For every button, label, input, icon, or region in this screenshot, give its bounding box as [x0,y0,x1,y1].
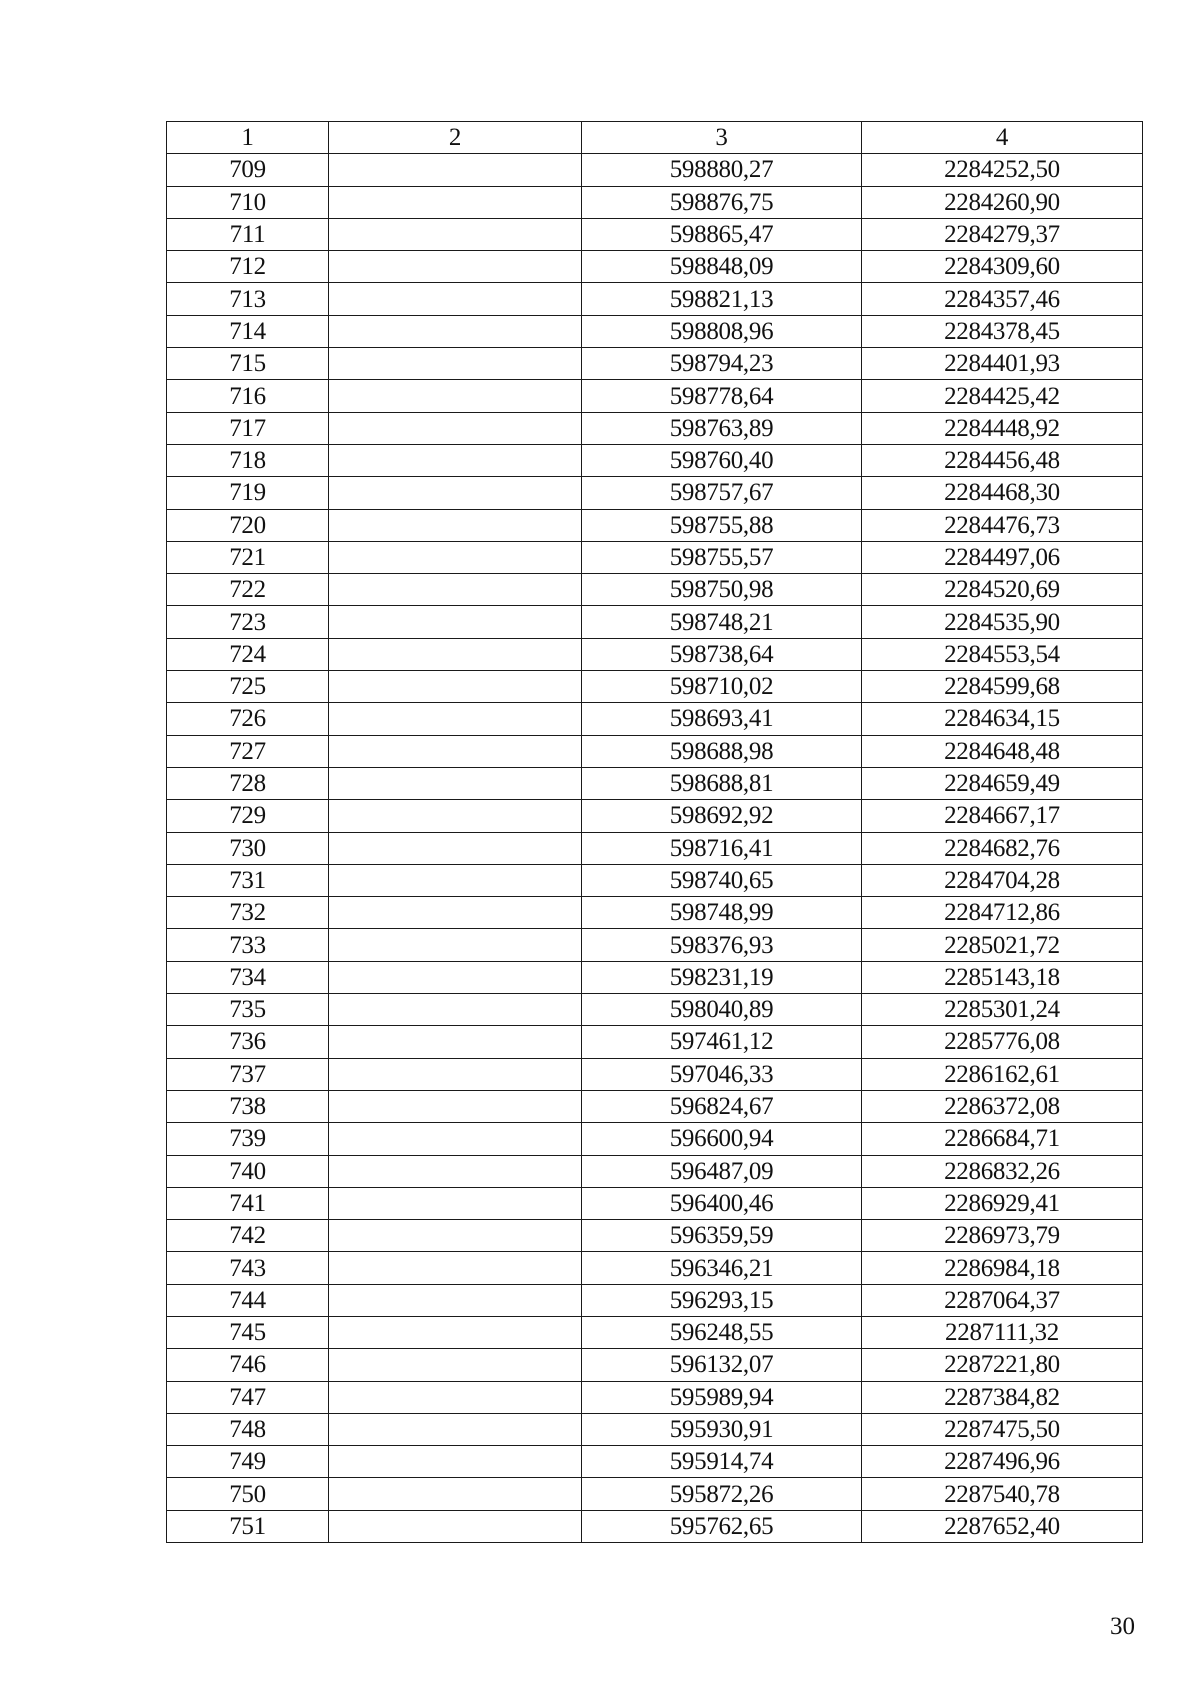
y-coordinate-cell: 2284468,30 [862,477,1143,509]
x-coordinate-cell: 596359,59 [582,1220,862,1252]
y-coordinate-cell: 2287384,82 [862,1381,1143,1413]
x-coordinate-cell: 596248,55 [582,1316,862,1348]
column-2-cell [329,1058,582,1090]
table-row [167,380,1143,412]
point-number-cell: 742 [167,1220,329,1252]
table-row [167,735,1143,767]
column-2-cell [329,444,582,476]
x-coordinate-cell: 598763,89 [582,412,862,444]
table-row [167,1155,1143,1187]
x-coordinate-cell: 598688,98 [582,735,862,767]
page-number: 30 [1110,1613,1135,1640]
column-2-cell [329,1478,582,1510]
point-number-cell: 748 [167,1413,329,1445]
y-coordinate-cell: 2284425,42 [862,380,1143,412]
point-number-cell: 712 [167,251,329,283]
point-number-cell: 711 [167,218,329,250]
table-row [167,1220,1143,1252]
column-2-cell [329,1090,582,1122]
table-row [167,509,1143,541]
point-number-cell: 716 [167,380,329,412]
point-number-cell: 726 [167,703,329,735]
x-coordinate-cell: 598710,02 [582,671,862,703]
x-coordinate-cell: 598748,99 [582,897,862,929]
y-coordinate-cell: 2287540,78 [862,1478,1143,1510]
point-number-cell: 725 [167,671,329,703]
column-2-cell [329,412,582,444]
y-coordinate-cell: 2286832,26 [862,1155,1143,1187]
table-row [167,1349,1143,1381]
x-coordinate-cell: 595930,91 [582,1413,862,1445]
column-2-cell [329,1510,582,1542]
point-number-cell: 731 [167,864,329,896]
y-coordinate-cell: 2284378,45 [862,315,1143,347]
column-2-cell [329,154,582,186]
y-coordinate-cell: 2285301,24 [862,994,1143,1026]
point-number-cell: 730 [167,832,329,864]
point-number-cell: 709 [167,154,329,186]
point-number-cell: 719 [167,477,329,509]
column-2-cell [329,1187,582,1219]
y-coordinate-cell: 2286984,18 [862,1252,1143,1284]
y-coordinate-cell: 2284520,69 [862,574,1143,606]
y-coordinate-cell: 2284712,86 [862,897,1143,929]
point-number-cell: 736 [167,1026,329,1058]
point-number-cell: 728 [167,767,329,799]
table-row [167,1252,1143,1284]
table-row [167,638,1143,670]
x-coordinate-cell: 598231,19 [582,961,862,993]
header-cell-2: 2 [329,122,582,154]
table-row [167,186,1143,218]
x-coordinate-cell: 598692,92 [582,800,862,832]
table-row [167,444,1143,476]
point-number-cell: 743 [167,1252,329,1284]
y-coordinate-cell: 2284659,49 [862,767,1143,799]
x-coordinate-cell: 598755,88 [582,509,862,541]
column-2-cell [329,929,582,961]
x-coordinate-cell: 598821,13 [582,283,862,315]
point-number-cell: 710 [167,186,329,218]
table-body [167,154,1143,1543]
column-2-cell [329,1413,582,1445]
x-coordinate-cell: 598760,40 [582,444,862,476]
point-number-cell: 735 [167,994,329,1026]
column-2-cell [329,1220,582,1252]
point-number-cell: 713 [167,283,329,315]
x-coordinate-cell: 596487,09 [582,1155,862,1187]
table-row [167,1284,1143,1316]
table-row [167,767,1143,799]
table-row [167,994,1143,1026]
column-2-cell [329,1284,582,1316]
table-row [167,800,1143,832]
y-coordinate-cell: 2285776,08 [862,1026,1143,1058]
point-number-cell: 751 [167,1510,329,1542]
point-number-cell: 721 [167,541,329,573]
y-coordinate-cell: 2284448,92 [862,412,1143,444]
y-coordinate-cell: 2286929,41 [862,1187,1143,1219]
table-row [167,1446,1143,1478]
table-row [167,1026,1143,1058]
x-coordinate-cell: 598040,89 [582,994,862,1026]
point-number-cell: 720 [167,509,329,541]
x-coordinate-cell: 598688,81 [582,767,862,799]
x-coordinate-cell: 598757,67 [582,477,862,509]
column-2-cell [329,994,582,1026]
x-coordinate-cell: 598778,64 [582,380,862,412]
x-coordinate-cell: 598876,75 [582,186,862,218]
x-coordinate-cell: 598880,27 [582,154,862,186]
point-number-cell: 744 [167,1284,329,1316]
y-coordinate-cell: 2287475,50 [862,1413,1143,1445]
x-coordinate-cell: 595762,65 [582,1510,862,1542]
point-number-cell: 746 [167,1349,329,1381]
point-number-cell: 723 [167,606,329,638]
table-row [167,1058,1143,1090]
y-coordinate-cell: 2287064,37 [862,1284,1143,1316]
table-row [167,1413,1143,1445]
column-2-cell [329,961,582,993]
table-row [167,1510,1143,1542]
column-2-cell [329,897,582,929]
point-number-cell: 722 [167,574,329,606]
column-2-cell [329,477,582,509]
table-row [167,218,1143,250]
y-coordinate-cell: 2287111,32 [862,1316,1143,1348]
y-coordinate-cell: 2284309,60 [862,251,1143,283]
point-number-cell: 738 [167,1090,329,1122]
table-row [167,154,1143,186]
table-row [167,703,1143,735]
table-row [167,1187,1143,1219]
column-2-cell [329,832,582,864]
table-row [167,348,1143,380]
y-coordinate-cell: 2286162,61 [862,1058,1143,1090]
table-row [167,283,1143,315]
column-2-cell [329,638,582,670]
column-2-cell [329,1155,582,1187]
y-coordinate-cell: 2284704,28 [862,864,1143,896]
column-2-cell [329,1123,582,1155]
point-number-cell: 715 [167,348,329,380]
table-row [167,864,1143,896]
point-number-cell: 737 [167,1058,329,1090]
y-coordinate-cell: 2287652,40 [862,1510,1143,1542]
x-coordinate-cell: 596293,15 [582,1284,862,1316]
x-coordinate-cell: 598740,65 [582,864,862,896]
table-row [167,251,1143,283]
x-coordinate-cell: 597461,12 [582,1026,862,1058]
x-coordinate-cell: 598738,64 [582,638,862,670]
x-coordinate-cell: 596824,67 [582,1090,862,1122]
table-row [167,929,1143,961]
header-cell-3: 3 [582,122,862,154]
table-row [167,1316,1143,1348]
point-number-cell: 747 [167,1381,329,1413]
table-row [167,574,1143,606]
y-coordinate-cell: 2284260,90 [862,186,1143,218]
column-2-cell [329,864,582,896]
table-row [167,1090,1143,1122]
y-coordinate-cell: 2286973,79 [862,1220,1143,1252]
y-coordinate-cell: 2284535,90 [862,606,1143,638]
y-coordinate-cell: 2284456,48 [862,444,1143,476]
y-coordinate-cell: 2284497,06 [862,541,1143,573]
y-coordinate-cell: 2287221,80 [862,1349,1143,1381]
point-number-cell: 727 [167,735,329,767]
x-coordinate-cell: 598794,23 [582,348,862,380]
table-row [167,1123,1143,1155]
table-row [167,1478,1143,1510]
x-coordinate-cell: 595914,74 [582,1446,862,1478]
table-row [167,477,1143,509]
point-number-cell: 732 [167,897,329,929]
column-2-cell [329,800,582,832]
y-coordinate-cell: 2284476,73 [862,509,1143,541]
x-coordinate-cell: 598848,09 [582,251,862,283]
y-coordinate-cell: 2284682,76 [862,832,1143,864]
point-number-cell: 714 [167,315,329,347]
column-2-cell [329,251,582,283]
header-cell-4: 4 [862,122,1143,154]
column-2-cell [329,1316,582,1348]
y-coordinate-cell: 2284279,37 [862,218,1143,250]
point-number-cell: 734 [167,961,329,993]
point-number-cell: 718 [167,444,329,476]
y-coordinate-cell: 2284599,68 [862,671,1143,703]
table-row [167,1381,1143,1413]
point-number-cell: 749 [167,1446,329,1478]
point-number-cell: 750 [167,1478,329,1510]
table-row [167,541,1143,573]
column-2-cell [329,218,582,250]
x-coordinate-cell: 596600,94 [582,1123,862,1155]
column-2-cell [329,735,582,767]
x-coordinate-cell: 598693,41 [582,703,862,735]
point-number-cell: 740 [167,1155,329,1187]
point-number-cell: 717 [167,412,329,444]
column-2-cell [329,315,582,347]
table-row [167,315,1143,347]
x-coordinate-cell: 597046,33 [582,1058,862,1090]
table-row [167,961,1143,993]
x-coordinate-cell: 598376,93 [582,929,862,961]
column-2-cell [329,186,582,218]
column-2-cell [329,574,582,606]
column-2-cell [329,541,582,573]
x-coordinate-cell: 598748,21 [582,606,862,638]
x-coordinate-cell: 598755,57 [582,541,862,573]
header-cell-1: 1 [167,122,329,154]
x-coordinate-cell: 598750,98 [582,574,862,606]
x-coordinate-cell: 595989,94 [582,1381,862,1413]
column-2-cell [329,380,582,412]
table-row [167,671,1143,703]
column-2-cell [329,767,582,799]
coordinates-table [166,121,1143,1543]
table-row [167,897,1143,929]
column-2-cell [329,1026,582,1058]
x-coordinate-cell: 596400,46 [582,1187,862,1219]
header-row [167,122,1143,154]
x-coordinate-cell: 596346,21 [582,1252,862,1284]
table-row [167,412,1143,444]
y-coordinate-cell: 2284401,93 [862,348,1143,380]
table-header [167,122,1143,154]
column-2-cell [329,606,582,638]
y-coordinate-cell: 2284634,15 [862,703,1143,735]
x-coordinate-cell: 598716,41 [582,832,862,864]
y-coordinate-cell: 2286684,71 [862,1123,1143,1155]
y-coordinate-cell: 2284667,17 [862,800,1143,832]
column-2-cell [329,348,582,380]
column-2-cell [329,1381,582,1413]
column-2-cell [329,1252,582,1284]
y-coordinate-cell: 2285021,72 [862,929,1143,961]
column-2-cell [329,509,582,541]
point-number-cell: 724 [167,638,329,670]
y-coordinate-cell: 2284553,54 [862,638,1143,670]
point-number-cell: 739 [167,1123,329,1155]
x-coordinate-cell: 598808,96 [582,315,862,347]
y-coordinate-cell: 2284357,46 [862,283,1143,315]
point-number-cell: 741 [167,1187,329,1219]
y-coordinate-cell: 2284252,50 [862,154,1143,186]
y-coordinate-cell: 2285143,18 [862,961,1143,993]
column-2-cell [329,703,582,735]
table-row [167,606,1143,638]
point-number-cell: 745 [167,1316,329,1348]
point-number-cell: 729 [167,800,329,832]
table-row [167,832,1143,864]
column-2-cell [329,671,582,703]
column-2-cell [329,1446,582,1478]
x-coordinate-cell: 595872,26 [582,1478,862,1510]
point-number-cell: 733 [167,929,329,961]
y-coordinate-cell: 2286372,08 [862,1090,1143,1122]
y-coordinate-cell: 2287496,96 [862,1446,1143,1478]
y-coordinate-cell: 2284648,48 [862,735,1143,767]
column-2-cell [329,1349,582,1381]
x-coordinate-cell: 598865,47 [582,218,862,250]
column-2-cell [329,283,582,315]
x-coordinate-cell: 596132,07 [582,1349,862,1381]
